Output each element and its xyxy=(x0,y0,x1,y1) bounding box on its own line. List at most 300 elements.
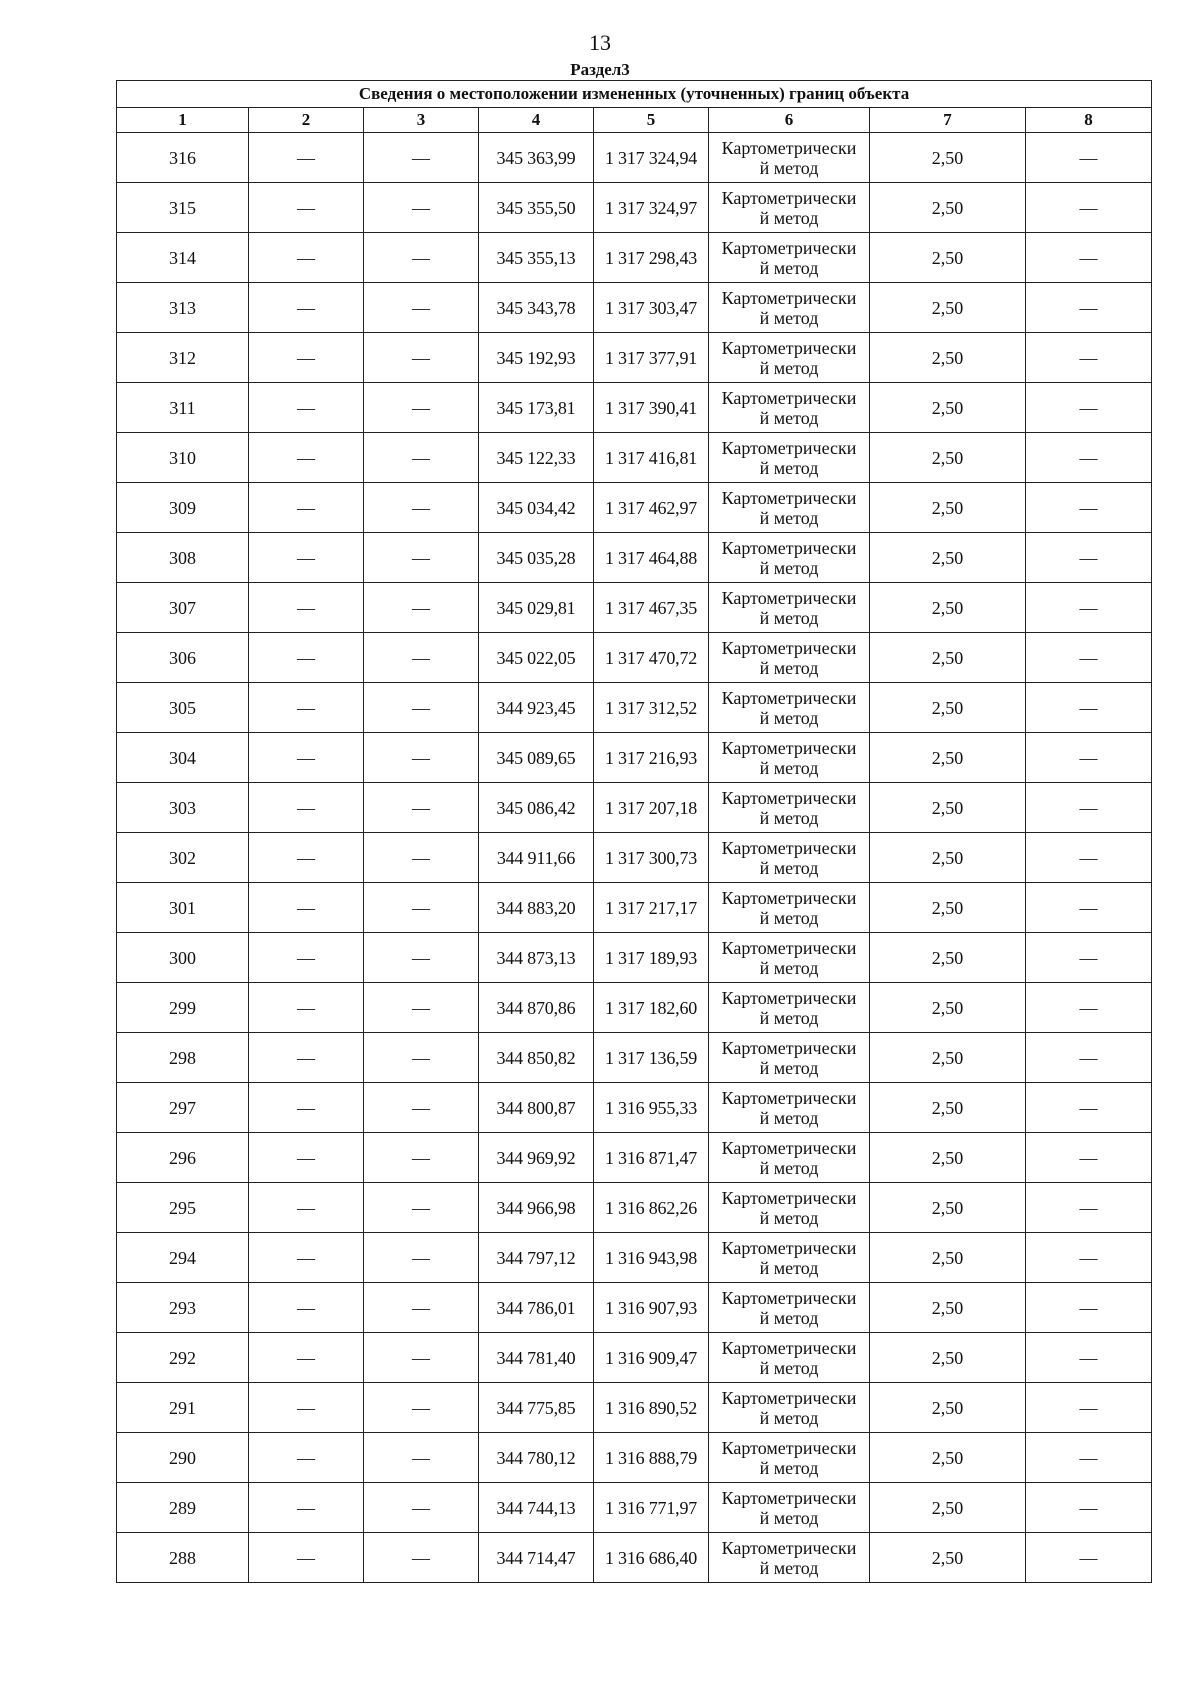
cell-c2: — xyxy=(249,1483,364,1533)
table-row xyxy=(117,783,1152,833)
cell-c4: 345 173,81 xyxy=(479,383,594,433)
method-text-line2: й метод xyxy=(759,207,819,228)
cell-c3: — xyxy=(364,833,479,883)
cell-c4: 344 714,47 xyxy=(479,1533,594,1583)
cell-c3: — xyxy=(364,1233,479,1283)
method-cell xyxy=(709,383,870,433)
method-text-line1: Картометрически xyxy=(721,1387,857,1408)
coordinates-table xyxy=(116,80,1152,1583)
method-cell xyxy=(709,533,870,583)
cell-c1: 302 xyxy=(117,833,249,883)
cell-c5: 1 317 300,73 xyxy=(594,833,709,883)
table-row xyxy=(117,833,1152,883)
cell-c5: 1 316 943,98 xyxy=(594,1233,709,1283)
method-text-line2: й метод xyxy=(759,907,819,928)
table-row xyxy=(117,1333,1152,1383)
table-row xyxy=(117,483,1152,533)
cell-c5: 1 316 890,52 xyxy=(594,1383,709,1433)
cell-c5: 1 317 189,93 xyxy=(594,933,709,983)
method-cell xyxy=(709,133,870,183)
method-cell xyxy=(709,333,870,383)
cell-c2: — xyxy=(249,1433,364,1483)
cell-c7: 2,50 xyxy=(870,633,1026,683)
cell-c2: — xyxy=(249,1383,364,1433)
cell-c5: 1 317 303,47 xyxy=(594,283,709,333)
cell-c1: 311 xyxy=(117,383,249,433)
table-row xyxy=(117,1383,1152,1433)
method-text-line1: Картометрически xyxy=(721,887,857,908)
column-number: 5 xyxy=(594,108,709,133)
cell-c8: — xyxy=(1026,683,1152,733)
cell-c3: — xyxy=(364,1283,479,1333)
method-cell xyxy=(709,1383,870,1433)
cell-c5: 1 317 470,72 xyxy=(594,633,709,683)
table-row xyxy=(117,1083,1152,1133)
method-cell xyxy=(709,1283,870,1333)
method-text-line1: Картометрически xyxy=(721,987,857,1008)
cell-c4: 345 034,42 xyxy=(479,483,594,533)
cell-c7: 2,50 xyxy=(870,1083,1026,1133)
cell-c8: — xyxy=(1026,833,1152,883)
cell-c7: 2,50 xyxy=(870,783,1026,833)
cell-c4: 344 883,20 xyxy=(479,883,594,933)
table-row xyxy=(117,383,1152,433)
cell-c1: 312 xyxy=(117,333,249,383)
cell-c5: 1 317 217,17 xyxy=(594,883,709,933)
method-text-line1: Картометрически xyxy=(721,1337,857,1358)
method-text-line1: Картометрически xyxy=(721,437,857,458)
cell-c3: — xyxy=(364,583,479,633)
method-text-line2: й метод xyxy=(759,1157,819,1178)
cell-c2: — xyxy=(249,1133,364,1183)
cell-c4: 344 969,92 xyxy=(479,1133,594,1183)
cell-c5: 1 317 324,94 xyxy=(594,133,709,183)
method-text-line2: й метод xyxy=(759,257,819,278)
cell-c1: 303 xyxy=(117,783,249,833)
cell-c2: — xyxy=(249,1183,364,1233)
cell-c1: 295 xyxy=(117,1183,249,1233)
cell-c3: — xyxy=(364,183,479,233)
cell-c3: — xyxy=(364,1333,479,1383)
cell-c4: 345 035,28 xyxy=(479,533,594,583)
cell-c8: — xyxy=(1026,883,1152,933)
cell-c3: — xyxy=(364,883,479,933)
cell-c3: — xyxy=(364,783,479,833)
cell-c8: — xyxy=(1026,533,1152,583)
cell-c7: 2,50 xyxy=(870,933,1026,983)
cell-c4: 344 966,98 xyxy=(479,1183,594,1233)
cell-c2: — xyxy=(249,283,364,333)
cell-c4: 345 363,99 xyxy=(479,133,594,183)
cell-c2: — xyxy=(249,1083,364,1133)
cell-c5: 1 316 888,79 xyxy=(594,1433,709,1483)
method-text-line2: й метод xyxy=(759,357,819,378)
cell-c7: 2,50 xyxy=(870,1283,1026,1333)
cell-c1: 315 xyxy=(117,183,249,233)
cell-c3: — xyxy=(364,1433,479,1483)
cell-c1: 290 xyxy=(117,1433,249,1483)
method-text-line1: Картометрически xyxy=(721,1287,857,1308)
cell-c2: — xyxy=(249,883,364,933)
table-row xyxy=(117,133,1152,183)
cell-c1: 298 xyxy=(117,1033,249,1083)
cell-c8: — xyxy=(1026,233,1152,283)
method-text-line2: й метод xyxy=(759,157,819,178)
method-cell xyxy=(709,633,870,683)
cell-c7: 2,50 xyxy=(870,1483,1026,1533)
method-cell xyxy=(709,233,870,283)
cell-c7: 2,50 xyxy=(870,333,1026,383)
cell-c3: — xyxy=(364,1083,479,1133)
method-cell xyxy=(709,1433,870,1483)
table-row xyxy=(117,183,1152,233)
method-text-line2: й метод xyxy=(759,757,819,778)
table-row xyxy=(117,1233,1152,1283)
table-row xyxy=(117,733,1152,783)
cell-c2: — xyxy=(249,783,364,833)
cell-c4: 345 089,65 xyxy=(479,733,594,783)
method-text-line1: Картометрически xyxy=(721,1137,857,1158)
cell-c8: — xyxy=(1026,1383,1152,1433)
cell-c4: 344 775,85 xyxy=(479,1383,594,1433)
cell-c7: 2,50 xyxy=(870,233,1026,283)
cell-c5: 1 316 955,33 xyxy=(594,1083,709,1133)
cell-c4: 344 870,86 xyxy=(479,983,594,1033)
method-text-line1: Картометрически xyxy=(721,937,857,958)
cell-c7: 2,50 xyxy=(870,1533,1026,1583)
cell-c5: 1 316 862,26 xyxy=(594,1183,709,1233)
method-cell xyxy=(709,833,870,883)
method-text-line2: й метод xyxy=(759,1007,819,1028)
method-text-line2: й метод xyxy=(759,607,819,628)
table-caption: Сведения о местоположении измененных (уточненных) границ объекта xyxy=(117,81,1152,108)
method-cell xyxy=(709,1083,870,1133)
method-text-line2: й метод xyxy=(759,1407,819,1428)
cell-c3: — xyxy=(364,933,479,983)
cell-c5: 1 317 377,91 xyxy=(594,333,709,383)
cell-c1: 316 xyxy=(117,133,249,183)
cell-c7: 2,50 xyxy=(870,433,1026,483)
cell-c2: — xyxy=(249,633,364,683)
table-body xyxy=(117,133,1152,1583)
method-text-line2: й метод xyxy=(759,1207,819,1228)
method-cell xyxy=(709,683,870,733)
cell-c8: — xyxy=(1026,1033,1152,1083)
method-text-line1: Картометрически xyxy=(721,537,857,558)
cell-c2: — xyxy=(249,133,364,183)
cell-c7: 2,50 xyxy=(870,1333,1026,1383)
method-cell xyxy=(709,1183,870,1233)
cell-c2: — xyxy=(249,683,364,733)
cell-c3: — xyxy=(364,683,479,733)
cell-c8: — xyxy=(1026,483,1152,533)
cell-c5: 1 316 686,40 xyxy=(594,1533,709,1583)
cell-c2: — xyxy=(249,1033,364,1083)
cell-c7: 2,50 xyxy=(870,133,1026,183)
cell-c5: 1 316 909,47 xyxy=(594,1333,709,1383)
table-row xyxy=(117,283,1152,333)
cell-c7: 2,50 xyxy=(870,683,1026,733)
cell-c3: — xyxy=(364,633,479,683)
cell-c5: 1 317 462,97 xyxy=(594,483,709,533)
cell-c2: — xyxy=(249,983,364,1033)
cell-c2: — xyxy=(249,583,364,633)
cell-c4: 344 800,87 xyxy=(479,1083,594,1133)
cell-c1: 297 xyxy=(117,1083,249,1133)
cell-c5: 1 317 464,88 xyxy=(594,533,709,583)
cell-c8: — xyxy=(1026,1533,1152,1583)
cell-c2: — xyxy=(249,183,364,233)
cell-c3: — xyxy=(364,133,479,183)
cell-c8: — xyxy=(1026,1283,1152,1333)
cell-c3: — xyxy=(364,383,479,433)
cell-c1: 293 xyxy=(117,1283,249,1333)
table-row xyxy=(117,883,1152,933)
method-text-line1: Картометрически xyxy=(721,587,857,608)
cell-c5: 1 317 390,41 xyxy=(594,383,709,433)
cell-c4: 345 355,13 xyxy=(479,233,594,283)
cell-c8: — xyxy=(1026,283,1152,333)
method-cell xyxy=(709,433,870,483)
cell-c7: 2,50 xyxy=(870,1033,1026,1083)
cell-c1: 300 xyxy=(117,933,249,983)
cell-c4: 344 786,01 xyxy=(479,1283,594,1333)
method-cell xyxy=(709,883,870,933)
column-number: 4 xyxy=(479,108,594,133)
cell-c1: 307 xyxy=(117,583,249,633)
method-text-line2: й метод xyxy=(759,307,819,328)
cell-c5: 1 317 467,35 xyxy=(594,583,709,633)
cell-c2: — xyxy=(249,1283,364,1333)
cell-c7: 2,50 xyxy=(870,733,1026,783)
cell-c1: 299 xyxy=(117,983,249,1033)
table-row xyxy=(117,1033,1152,1083)
cell-c3: — xyxy=(364,1133,479,1183)
cell-c3: — xyxy=(364,233,479,283)
method-cell xyxy=(709,783,870,833)
cell-c7: 2,50 xyxy=(870,1433,1026,1483)
method-text-line1: Картометрически xyxy=(721,1087,857,1108)
method-cell xyxy=(709,283,870,333)
method-text-line1: Картометрически xyxy=(721,787,857,808)
column-number: 3 xyxy=(364,108,479,133)
cell-c3: — xyxy=(364,1533,479,1583)
cell-c1: 301 xyxy=(117,883,249,933)
cell-c8: — xyxy=(1026,583,1152,633)
cell-c7: 2,50 xyxy=(870,383,1026,433)
cell-c1: 310 xyxy=(117,433,249,483)
cell-c7: 2,50 xyxy=(870,1383,1026,1433)
method-text-line1: Картометрически xyxy=(721,1437,857,1458)
method-text-line2: й метод xyxy=(759,1107,819,1128)
method-text-line2: й метод xyxy=(759,707,819,728)
method-text-line1: Картометрически xyxy=(721,287,857,308)
method-text-line2: й метод xyxy=(759,857,819,878)
cell-c3: — xyxy=(364,433,479,483)
cell-c3: — xyxy=(364,733,479,783)
cell-c2: — xyxy=(249,833,364,883)
cell-c8: — xyxy=(1026,183,1152,233)
column-number-row xyxy=(117,108,1152,133)
column-number: 2 xyxy=(249,108,364,133)
cell-c4: 344 781,40 xyxy=(479,1333,594,1383)
column-number: 8 xyxy=(1026,108,1152,133)
cell-c7: 2,50 xyxy=(870,833,1026,883)
table-row xyxy=(117,583,1152,633)
cell-c8: — xyxy=(1026,1483,1152,1533)
method-cell xyxy=(709,933,870,983)
cell-c4: 345 022,05 xyxy=(479,633,594,683)
method-text-line2: й метод xyxy=(759,1557,819,1578)
cell-c2: — xyxy=(249,1333,364,1383)
cell-c3: — xyxy=(364,1383,479,1433)
cell-c5: 1 317 312,52 xyxy=(594,683,709,733)
cell-c1: 294 xyxy=(117,1233,249,1283)
cell-c1: 306 xyxy=(117,633,249,683)
cell-c7: 2,50 xyxy=(870,183,1026,233)
method-text-line1: Картометрически xyxy=(721,1237,857,1258)
cell-c7: 2,50 xyxy=(870,1183,1026,1233)
method-text-line2: й метод xyxy=(759,1357,819,1378)
cell-c4: 345 343,78 xyxy=(479,283,594,333)
cell-c2: — xyxy=(249,433,364,483)
method-cell xyxy=(709,1333,870,1383)
cell-c8: — xyxy=(1026,383,1152,433)
method-text-line1: Картометрически xyxy=(721,1537,857,1558)
cell-c1: 296 xyxy=(117,1133,249,1183)
method-text-line1: Картометрически xyxy=(721,1487,857,1508)
table-caption-row xyxy=(117,81,1152,108)
method-cell xyxy=(709,1133,870,1183)
cell-c4: 345 086,42 xyxy=(479,783,594,833)
method-cell xyxy=(709,733,870,783)
cell-c1: 313 xyxy=(117,283,249,333)
method-text-line1: Картометрически xyxy=(721,1037,857,1058)
cell-c8: — xyxy=(1026,1133,1152,1183)
section-title: Раздел3 xyxy=(570,60,630,79)
method-text-line2: й метод xyxy=(759,407,819,428)
cell-c8: — xyxy=(1026,733,1152,783)
cell-c1: 314 xyxy=(117,233,249,283)
method-text-line1: Картометрически xyxy=(721,137,857,158)
cell-c5: 1 317 298,43 xyxy=(594,233,709,283)
cell-c1: 304 xyxy=(117,733,249,783)
cell-c7: 2,50 xyxy=(870,533,1026,583)
cell-c7: 2,50 xyxy=(870,1133,1026,1183)
cell-c8: — xyxy=(1026,1333,1152,1383)
cell-c5: 1 316 907,93 xyxy=(594,1283,709,1333)
method-text-line2: й метод xyxy=(759,1307,819,1328)
method-text-line1: Картометрически xyxy=(721,687,857,708)
cell-c8: — xyxy=(1026,1183,1152,1233)
method-text-line1: Картометрически xyxy=(721,1187,857,1208)
table-row xyxy=(117,233,1152,283)
cell-c4: 344 911,66 xyxy=(479,833,594,883)
method-text-line2: й метод xyxy=(759,807,819,828)
page-number: 13 xyxy=(589,30,611,55)
method-text-line2: й метод xyxy=(759,657,819,678)
table-row xyxy=(117,933,1152,983)
cell-c7: 2,50 xyxy=(870,583,1026,633)
cell-c1: 308 xyxy=(117,533,249,583)
table-row xyxy=(117,533,1152,583)
cell-c2: — xyxy=(249,233,364,283)
column-number: 6 xyxy=(709,108,870,133)
table-row xyxy=(117,1183,1152,1233)
cell-c8: — xyxy=(1026,933,1152,983)
cell-c4: 345 355,50 xyxy=(479,183,594,233)
method-text-line1: Картометрически xyxy=(721,487,857,508)
method-text-line2: й метод xyxy=(759,1057,819,1078)
cell-c8: — xyxy=(1026,633,1152,683)
method-text-line2: й метод xyxy=(759,1457,819,1478)
method-text-line2: й метод xyxy=(759,1507,819,1528)
cell-c5: 1 317 324,97 xyxy=(594,183,709,233)
cell-c4: 344 797,12 xyxy=(479,1233,594,1283)
cell-c7: 2,50 xyxy=(870,883,1026,933)
method-text-line2: й метод xyxy=(759,507,819,528)
cell-c3: — xyxy=(364,533,479,583)
method-text-line2: й метод xyxy=(759,957,819,978)
table-row xyxy=(117,433,1152,483)
cell-c2: — xyxy=(249,1533,364,1583)
table-row xyxy=(117,983,1152,1033)
method-text-line1: Картометрически xyxy=(721,637,857,658)
cell-c8: — xyxy=(1026,433,1152,483)
cell-c2: — xyxy=(249,1233,364,1283)
method-cell xyxy=(709,483,870,533)
cell-c5: 1 316 771,97 xyxy=(594,1483,709,1533)
cell-c4: 345 029,81 xyxy=(479,583,594,633)
cell-c3: — xyxy=(364,983,479,1033)
table-row xyxy=(117,1433,1152,1483)
cell-c3: — xyxy=(364,283,479,333)
table-row xyxy=(117,1533,1152,1583)
method-text-line1: Картометрически xyxy=(721,737,857,758)
method-cell xyxy=(709,1533,870,1583)
method-cell xyxy=(709,1233,870,1283)
cell-c8: — xyxy=(1026,983,1152,1033)
cell-c2: — xyxy=(249,483,364,533)
cell-c1: 305 xyxy=(117,683,249,733)
cell-c1: 309 xyxy=(117,483,249,533)
cell-c3: — xyxy=(364,483,479,533)
table-row xyxy=(117,1133,1152,1183)
table-row xyxy=(117,1283,1152,1333)
cell-c3: — xyxy=(364,1183,479,1233)
cell-c1: 289 xyxy=(117,1483,249,1533)
table-row xyxy=(117,633,1152,683)
method-text-line1: Картометрически xyxy=(721,387,857,408)
column-number: 1 xyxy=(117,108,249,133)
method-cell xyxy=(709,183,870,233)
method-cell xyxy=(709,983,870,1033)
cell-c4: 344 744,13 xyxy=(479,1483,594,1533)
method-text-line1: Картометрически xyxy=(721,337,857,358)
cell-c7: 2,50 xyxy=(870,483,1026,533)
cell-c5: 1 317 136,59 xyxy=(594,1033,709,1083)
cell-c5: 1 317 416,81 xyxy=(594,433,709,483)
cell-c1: 288 xyxy=(117,1533,249,1583)
cell-c8: — xyxy=(1026,1433,1152,1483)
method-text-line2: й метод xyxy=(759,1257,819,1278)
cell-c2: — xyxy=(249,383,364,433)
cell-c4: 344 873,13 xyxy=(479,933,594,983)
cell-c2: — xyxy=(249,733,364,783)
method-cell xyxy=(709,1483,870,1533)
method-text-line2: й метод xyxy=(759,457,819,478)
method-cell xyxy=(709,583,870,633)
